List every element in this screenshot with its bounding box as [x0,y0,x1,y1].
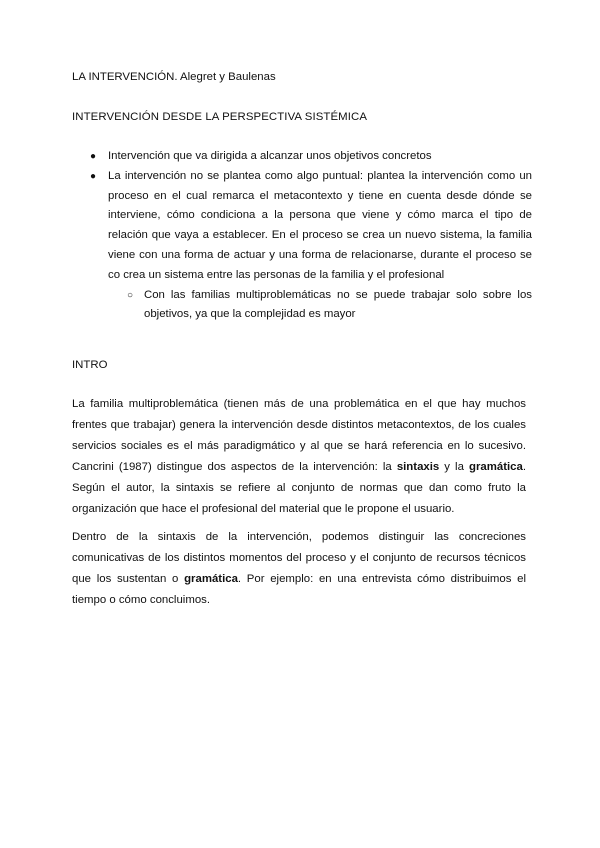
bold-term-gramatica: gramática [184,573,238,585]
paragraph-text: . Por ejemplo: en una entrevista cómo distribuimos el tiempo o cómo concluimos. [72,573,526,606]
paragraph-text: y la [439,461,469,473]
intro-heading: INTRO [72,359,108,371]
bullet-icon: ● [90,151,97,162]
hollow-bullet-icon: ○ [127,289,134,301]
list-item-text: La intervención no se plantea como algo puntual: plantea la intervención como un proceso en el cual remarca el metacontexto y tiene en cuenta desde dónde se interviene, cómo condiciona a la persona que viene y cómo marca el tipo de relación que vaya a establecer. En el proceso se crea un nuevo sistema, la familia viene con una forma de actuar y una forma de relacionarse, durante el proceso se co crea un sistema entre las personas de la familia y el profesional [108,169,532,281]
paragraph-text: . Según el autor, la sintaxis se refiere al conjunto de normas que dan como fruto la organización que hace el profesional del material que le propone el usuario. [72,461,526,515]
document-title: LA INTERVENCIÓN. Alegret y Baulenas [72,71,276,83]
paragraph-sintaxis [72,527,526,611]
bold-term-gramatica: gramática [469,461,523,473]
bold-term-sintaxis: sintaxis [396,461,440,473]
paragraph-text: Dentro de la sintaxis de la intervención, podemos distinguir las concreciones comunicativas de los distintos momentos del proceso y el conjunto de recursos técnicos que los sustentan o [72,531,526,585]
paragraph-intro [72,394,526,520]
bullet-icon: ● [90,170,97,182]
sub-list-item-text: Con las familias multiproblemáticas no se puede trabajar solo sobre los objetivos, ya que la complejidad es mayor [144,288,532,321]
list-item [72,167,532,286]
list-item [72,147,532,167]
bullet-list [72,147,532,325]
paragraph-text: La familia multiproblemática (tienen más de una problemática en el que hay muchos frentes que trabajar) genera la intervención desde distintos metacontextos, de los cuales servicios sociales es el más paradigmático y al que se hará referencia en lo sucesivo. Cancrini (1987) distingue dos aspectos de la intervención: la [72,398,526,473]
list-item-text: Intervención que va dirigida a alcanzar unos objetivos concretos [108,150,432,162]
sub-list-item [72,286,532,326]
section-heading: INTERVENCIÓN DESDE LA PERSPECTIVA SISTÉMICA [72,111,368,123]
